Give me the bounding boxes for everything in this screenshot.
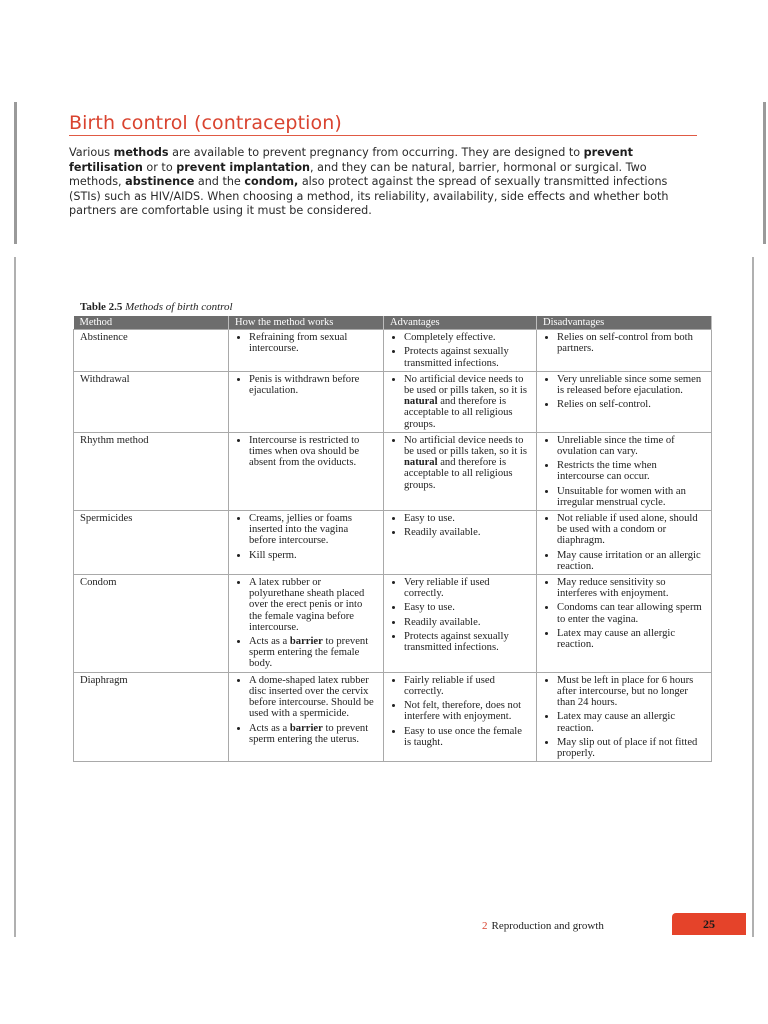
bullet-item: • Acts as a barrier to prevent sperm entering the female body. <box>249 636 377 670</box>
disadvantages-cell <box>537 371 712 432</box>
method-cell: Diaphragm <box>74 672 229 761</box>
bullet-item: • Readily available. <box>404 527 530 538</box>
bullet-item: • Easy to use once the female is taught. <box>404 726 530 748</box>
bullet-item: • May reduce sensitivity so interferes with enjoyment. <box>557 577 705 599</box>
disadvantages-cell <box>537 511 712 575</box>
bullet-item: • Acts as a barrier to prevent sperm entering the uterus. <box>249 723 377 745</box>
bullet-item: • Latex may cause an allergic reaction. <box>557 711 705 733</box>
method-cell: Spermicides <box>74 511 229 575</box>
bold-term: barrier <box>289 636 323 648</box>
section-title: Birth control (contraception) <box>69 112 342 134</box>
disadvantages-list <box>543 675 705 759</box>
bullet-item: • Readily available. <box>404 617 530 628</box>
advantages-cell <box>384 511 537 575</box>
bullet-item: • Not felt, therefore, does not interfere with enjoyment. <box>404 700 530 722</box>
bullet-item: • May cause irritation or an allergic reaction. <box>557 550 705 572</box>
method-cell: Withdrawal <box>74 371 229 432</box>
bold-term: natural <box>404 457 438 469</box>
advantages-cell <box>384 371 537 432</box>
advantages-list <box>390 513 530 538</box>
bullet-item: • Protects against sexually transmitted infections. <box>404 346 530 368</box>
how-cell <box>229 575 384 673</box>
advantages-list <box>390 675 530 748</box>
how-list <box>235 577 377 670</box>
how-list <box>235 675 377 745</box>
advantages-list <box>390 577 530 653</box>
disadvantages-list <box>543 374 705 411</box>
bold-term: prevent fertilisation <box>69 146 633 174</box>
bullet-item: • Not reliable if used alone, should be used with a condom or diaphragm. <box>557 513 705 547</box>
bullet-item: • Completely effective. <box>404 332 530 343</box>
bullet-item: • Latex may cause an allergic reaction. <box>557 628 705 650</box>
title-underline <box>69 135 697 136</box>
bullet-item: • Creams, jellies or foams inserted into the vagina before intercourse. <box>249 513 377 547</box>
table-row <box>74 330 712 372</box>
disadvantages-list <box>543 332 705 354</box>
table-header-row <box>74 316 712 330</box>
how-list <box>235 332 377 354</box>
bullet-item: • No artificial device needs to be used or pills taken, so it is natural and therefore is acceptable to all religious groups. <box>404 374 530 430</box>
intro-panel <box>14 102 766 244</box>
bullet-item: • Intercourse is restricted to times when ova should be absent from the oviducts. <box>249 435 377 469</box>
page-number: 25 <box>672 913 746 935</box>
intro-paragraph: Various methods are available to prevent pregnancy from occurring. They are designed to prevent fertilisation or to prevent implantation, and they can be natural, barrier, hormonal or surgical. Two methods, abstinence and the condom, also protect against the spread of sexually transmitted infections (STIs) such as HIV/AIDS. When choosing a method, its reliability, availability, side effects and whether both partners are comfortable using it must be considered. <box>69 146 669 218</box>
table-row <box>74 511 712 575</box>
bullet-item: • Very reliable if used correctly. <box>404 577 530 599</box>
method-cell: Rhythm method <box>74 432 229 510</box>
bullet-item: • Unsuitable for women with an irregular menstrual cycle. <box>557 486 705 508</box>
method-cell: Abstinence <box>74 330 229 372</box>
advantages-list <box>390 374 530 430</box>
how-list <box>235 374 377 396</box>
bold-term: natural <box>404 396 438 408</box>
advantages-list <box>390 332 530 369</box>
table-row <box>74 575 712 673</box>
bullet-item: • Fairly reliable if used correctly. <box>404 675 530 697</box>
bullet-item: • Relies on self-control. <box>557 399 705 410</box>
chapter-title: Reproduction and growth <box>491 920 604 932</box>
advantages-list <box>390 435 530 491</box>
table-row <box>74 432 712 510</box>
bullet-item: • Easy to use. <box>404 602 530 613</box>
bold-term: barrier <box>289 722 323 734</box>
disadvantages-cell <box>537 575 712 673</box>
disadvantages-list <box>543 435 705 508</box>
bold-term: prevent implantation <box>176 160 311 174</box>
bullet-item: • Penis is withdrawn before ejaculation. <box>249 374 377 396</box>
bold-term: condom, <box>244 175 299 189</box>
chapter-number: 2 <box>482 920 488 932</box>
how-cell <box>229 371 384 432</box>
bullet-item: • Restricts the time when intercourse can occur. <box>557 460 705 482</box>
header-advantages: Advantages <box>384 316 537 330</box>
how-cell <box>229 511 384 575</box>
bullet-item: • A dome-shaped latex rubber disc inserted over the cervix before intercourse. Should be used with a spermicide. <box>249 675 377 720</box>
table-caption <box>80 301 233 313</box>
page-footer <box>482 920 604 932</box>
disadvantages-cell <box>537 432 712 510</box>
how-cell <box>229 672 384 761</box>
bold-term: methods <box>113 146 169 159</box>
bullet-item: • Protects against sexually transmitted infections. <box>404 631 530 653</box>
table-caption-number: Table 2.5 <box>80 301 123 313</box>
how-cell <box>229 432 384 510</box>
how-cell <box>229 330 384 372</box>
methods-table <box>73 316 712 762</box>
bullet-item: • A latex rubber or polyurethane sheath placed over the erect penis or into the female vagina before intercourse. <box>249 577 377 633</box>
advantages-cell <box>384 330 537 372</box>
bullet-item: • Relies on self-control from both partners. <box>557 332 705 354</box>
table-body <box>74 330 712 762</box>
bullet-item: • Must be left in place for 6 hours after intercourse, but no longer than 24 hours. <box>557 675 705 709</box>
header-method: Method <box>74 316 229 330</box>
advantages-cell <box>384 575 537 673</box>
bullet-item: • Very unreliable since some semen is released before ejaculation. <box>557 374 705 396</box>
disadvantages-list <box>543 577 705 650</box>
bullet-item: • May slip out of place if not fitted properly. <box>557 737 705 759</box>
bullet-item: • Refraining from sexual intercourse. <box>249 332 377 354</box>
table-row <box>74 371 712 432</box>
disadvantages-cell <box>537 672 712 761</box>
advantages-cell <box>384 672 537 761</box>
advantages-cell <box>384 432 537 510</box>
table-panel <box>14 257 754 937</box>
table-caption-title: Methods of birth control <box>125 301 233 313</box>
disadvantages-list <box>543 513 705 572</box>
table-row <box>74 672 712 761</box>
bullet-item: • Easy to use. <box>404 513 530 524</box>
header-how: How the method works <box>229 316 384 330</box>
method-cell: Condom <box>74 575 229 673</box>
bullet-item: • No artificial device needs to be used or pills taken, so it is natural and therefore is acceptable to all religious groups. <box>404 435 530 491</box>
bullet-item: • Kill sperm. <box>249 550 377 561</box>
disadvantages-cell <box>537 330 712 372</box>
header-disadvantages: Disadvantages <box>537 316 712 330</box>
bold-term: abstinence <box>125 175 195 189</box>
how-list <box>235 435 377 469</box>
bullet-item: • Unreliable since the time of ovulation can vary. <box>557 435 705 457</box>
bullet-item: • Condoms can tear allowing sperm to enter the vagina. <box>557 602 705 624</box>
how-list <box>235 513 377 561</box>
